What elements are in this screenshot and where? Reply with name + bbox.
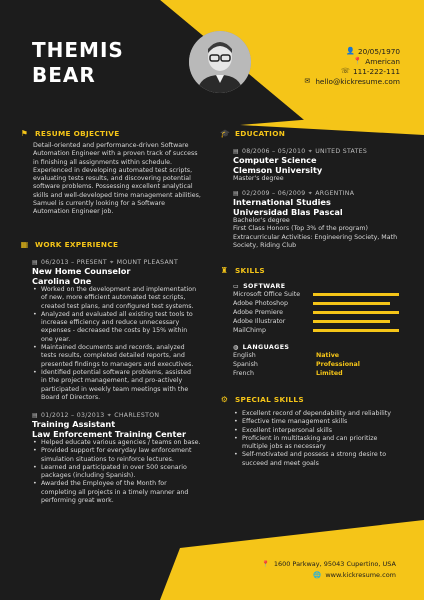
- list-item: • Self-motivated and possess a strong desire to succeed and meet goals: [233, 451, 413, 468]
- location-icon: 📍: [353, 57, 362, 65]
- job-1-company: Carolina One: [32, 275, 92, 286]
- email-row[interactable]: [303, 76, 400, 86]
- job-1-position: New Home Counselor: [32, 266, 131, 276]
- skills-icon: ♜: [220, 266, 229, 275]
- list-item: • Analyzed and evaluated all existing test tools to increase efficiency and reduce unnecessary expenses - decreased the costs by 15% within one year.: [32, 311, 222, 344]
- calendar-icon: ▤: [233, 148, 239, 155]
- language-row: Spanish Professional: [233, 361, 360, 368]
- job-2: [32, 411, 222, 505]
- list-item: • Effective time management skills: [233, 418, 413, 426]
- calendar-icon: ▤: [233, 190, 239, 197]
- location-icon: 📍: [261, 560, 270, 568]
- skill-level-bar: [313, 311, 399, 314]
- web-icon: 🌐: [313, 571, 322, 579]
- education-1: ▤ 08/2006 – 05/2010 ⌖ UNITED STATES Computer Science Clemson University Master's degree: [233, 147, 413, 183]
- job-2-company: Law Enforcement Training Center: [32, 428, 187, 439]
- list-item: • Proficient in multitasking and can prioritize multiple jobs as necessary: [233, 435, 413, 452]
- language-skills: ◍ LANGUAGES English Native Spanish Professional French Limited: [233, 344, 403, 378]
- skill-level-bar: [313, 320, 390, 323]
- objective-text: Detail-oriented and performance-driven Software Automation Engineer with a proven track of success in finishing all assignments within schedule. Experienced in developing automated test scripts, evaluating tests results, and discovering potential software problems. Possessing excellent analytical skills and well-developed time management abilities, Samuel is currently looking for a Software Automation Engineer job.: [33, 142, 201, 216]
- contact-info: [303, 46, 400, 86]
- skill-row: MailChimp: [233, 326, 403, 335]
- languages-icon: ◍: [233, 344, 239, 351]
- pin-icon: ⌖: [107, 411, 112, 419]
- list-item: • Excellent record of dependability and reliability: [233, 410, 413, 418]
- skill-level-bar: [313, 329, 399, 332]
- phone-row: ☏ 111-222-111: [340, 66, 400, 76]
- job-2-position: Training Assistant: [32, 419, 116, 429]
- objective-title: ⚑ RESUME OBJECTIVE: [20, 129, 120, 138]
- education-1-school: Clemson University: [233, 164, 323, 175]
- software-list: [233, 290, 403, 335]
- language-row: French Limited: [233, 370, 343, 377]
- calendar-icon: ▤: [32, 412, 38, 419]
- skill-level-bar: [313, 293, 399, 296]
- nationality-row: 📍 American: [353, 56, 400, 66]
- skill-row: Adobe Illustrator: [233, 317, 403, 326]
- skill-row: Microsoft Office Suite: [233, 290, 403, 299]
- software-icon: ▭: [233, 283, 240, 290]
- list-item: • Learned and participated in over 500 scenario packages (including Spanish).: [32, 464, 222, 481]
- list-item: • Helped educate various agencies / teams on base.: [32, 439, 222, 447]
- software-skills: ▭ SOFTWARE Microsoft Office Suite Adobe Photoshop Adobe Premiere Adobe Illustrator MailChimp: [233, 283, 403, 335]
- pin-icon: ⌖: [110, 258, 114, 266]
- objective-icon: ⚑: [20, 129, 29, 138]
- footer-address: 📍 1600 Parkway, 95043 Cupertino, USA: [261, 560, 396, 568]
- skill-level-bar: [313, 302, 390, 305]
- work-title: ▦ WORK EXPERIENCE: [20, 240, 119, 249]
- skill-row: Adobe Photoshop: [233, 299, 403, 308]
- skills-title: ♜ SKILLS: [220, 266, 265, 275]
- avatar: [189, 31, 251, 93]
- education-2-school: Universidad Blas Pascal: [233, 206, 343, 217]
- language-row: English Native: [233, 352, 340, 359]
- list-item: • Awarded the Employee of the Month for completing all projects in a timely manner and performing great work.: [32, 480, 222, 505]
- pin-icon: ⌖: [308, 189, 313, 197]
- calendar-icon: ▤: [32, 259, 38, 266]
- list-item: • Maintained documents and records, analyzed tests results, completed detailed reports, and presented findings to managers and executives.: [32, 344, 222, 369]
- pin-icon: ⌖: [308, 147, 313, 155]
- skill-row: Adobe Premiere: [233, 308, 403, 317]
- special-icon: ⚙: [220, 395, 229, 404]
- footer-website[interactable]: 🌐 www.kickresume.com: [313, 571, 396, 579]
- profile-photo: [189, 31, 251, 93]
- list-item: • Worked on the development and implementation of new, more efficient automated test scripts, created test plans, and configured test systems.: [32, 286, 222, 311]
- candidate-name: [32, 38, 124, 88]
- education-2-field: International Studies: [233, 197, 331, 207]
- phone-icon: ☏: [340, 67, 350, 75]
- birthdate-row: 👤 20/05/1970: [345, 46, 400, 56]
- job-1-meta: ▤ 06/2013 – PRESENT ⌖ MOUNT PLEASANT: [32, 258, 179, 266]
- email-icon: ✉: [304, 77, 311, 85]
- job-2-meta: ▤ 01/2012 – 03/2013 ⌖ CHARLESTON: [32, 411, 160, 419]
- work-icon: ▦: [20, 240, 29, 249]
- education-2: ▤ 02/2009 – 06/2009 ⌖ ARGENTINA International Studies Universidad Blas Pascal Bachelor's degree First Class Honors (Top 3% of the program) Extracurricular Activities: Engineering Society, Math Society, Riding Club: [233, 189, 413, 250]
- list-item: • Excellent interpersonal skills: [233, 427, 413, 435]
- education-1-field: Computer Science: [233, 155, 317, 165]
- job-1: [32, 258, 222, 402]
- email-link[interactable]: hello@kickresume.com: [315, 76, 400, 86]
- first-name: THEMIS: [32, 38, 124, 62]
- person-icon: 👤: [345, 47, 355, 55]
- list-item: • Identified potential software problems, assisted in the project management, and pro-actively participated in weekly team meetings with the Board of Directors.: [32, 369, 222, 402]
- education-icon: 🎓: [220, 129, 231, 138]
- education-title: 🎓 EDUCATION: [220, 129, 286, 138]
- special-title: ⚙ SPECIAL SKILLS: [220, 395, 304, 404]
- special-skills: [233, 410, 413, 468]
- last-name: BEAR: [32, 63, 96, 87]
- list-item: • Provided support for everyday law enforcement simulation situations to reinforce lectures.: [32, 447, 222, 464]
